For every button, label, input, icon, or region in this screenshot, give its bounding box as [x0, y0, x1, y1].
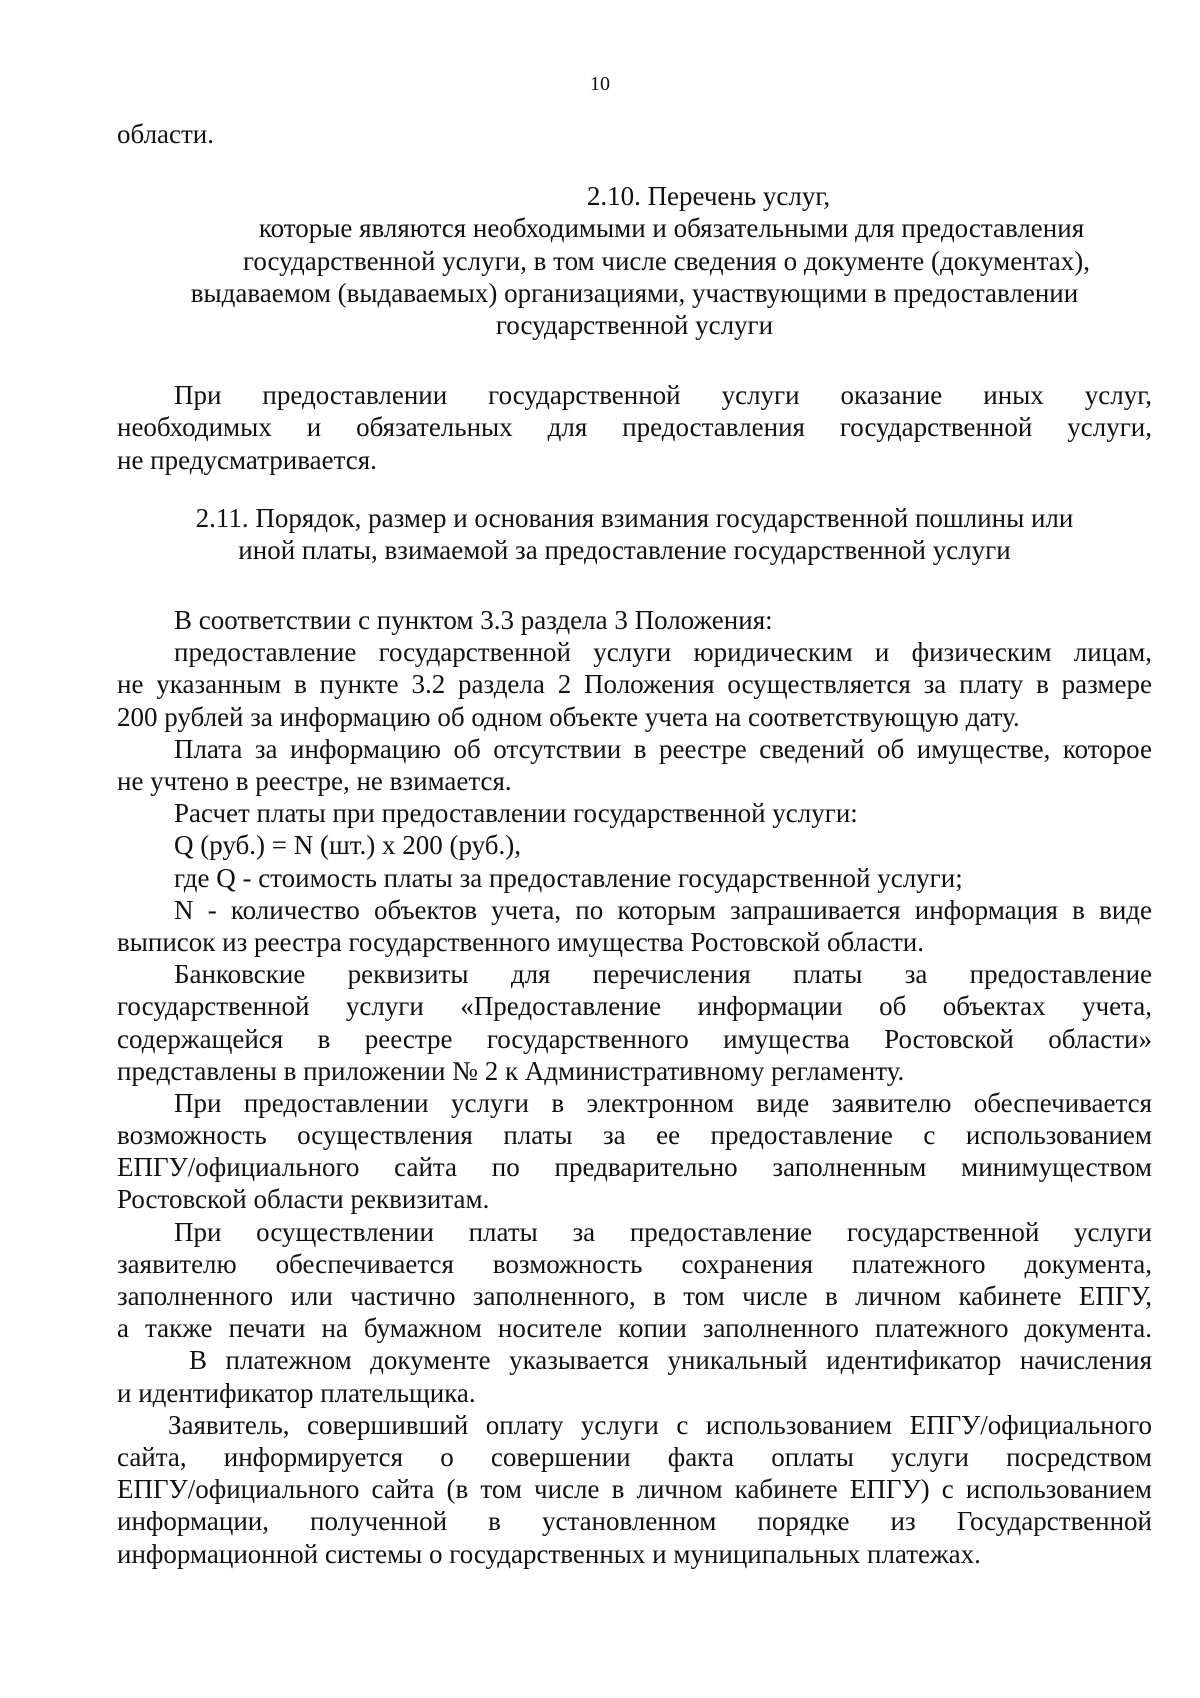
body-text-line: ЕПГУ/официального сайта (в том числе в личном кабинете ЕПГУ) с использованием	[117, 1474, 1152, 1505]
body-text-line: и идентификатор плательщика.	[117, 1377, 476, 1408]
paragraph	[117, 604, 1152, 1570]
page-body	[117, 118, 1152, 1570]
section-heading-2-11	[117, 502, 1152, 566]
body-text-line: предоставление государственной услуги юридическим и физическим лицам,	[174, 637, 1152, 668]
body-text-line: Заявитель, совершивший оплату услуги с использованием ЕПГУ/официального	[168, 1409, 1152, 1440]
body-text-line: не предусматривается.	[117, 444, 377, 475]
body-text-line: не учтено в реестре, не взимается.	[117, 766, 512, 796]
body-text-line: заполненного или частично заполненного, в том числе в личном кабинете ЕПГУ,	[117, 1281, 1152, 1311]
body-text-line: необходимых и обязательных для предоставления государственной услуги,	[117, 412, 1152, 443]
section-heading-line: государственной услуги	[495, 309, 774, 340]
section-heading-line: которые являются необходимыми и обязательными для предоставления	[258, 213, 1085, 244]
formula-line: Q (руб.) = N (шт.) х 200 (руб.),	[174, 830, 522, 861]
body-text-line: ЕПГУ/официального сайта по предварительно заполненным минимуществом	[117, 1152, 1152, 1183]
body-text-line: государственной услуги «Предоставление информации об объектах учета,	[117, 991, 1152, 1022]
body-text-line: информационной системы о государственных и муниципальных платежах.	[117, 1538, 981, 1569]
body-text-line: не указанным в пункте 3.2 раздела 2 Положения осуществляется за плату в размере	[117, 669, 1152, 700]
body-text-line: 200 рублей за информацию об одном объекте учета на соответствующую дату.	[117, 701, 1020, 732]
body-text-line: заявителю обеспечивается возможность сохранения платежного документа,	[117, 1248, 1152, 1279]
body-text-line: возможность осуществления платы за ее предоставление с использованием	[117, 1120, 1152, 1151]
body-text-line: N - количество объектов учета, по которым запрашивается информация в виде	[174, 894, 1152, 925]
paragraph	[117, 379, 1152, 476]
section-heading-line: 2.11. Порядок, размер и основания взимания государственной пошлины или	[195, 502, 1074, 533]
body-text-line: где Q - стоимость платы за предоставление государственной услуги;	[174, 862, 963, 893]
body-text-line: представлены в приложении № 2 к Административному регламенту.	[117, 1055, 905, 1086]
body-text-line: выписок из реестра государственного имущества Ростовской области.	[117, 926, 924, 957]
body-text-line: При предоставлении услуги в электронном виде заявителю обеспечивается	[174, 1087, 1152, 1118]
section-heading-2-10	[117, 180, 1152, 341]
body-text-line: Банковские реквизиты для перечисления платы за предоставление	[174, 959, 1152, 990]
body-text-line: информации, полученной в установленном порядке из Государственной	[117, 1506, 1152, 1537]
section-heading-line: государственной услуги, в том числе сведения о документе (документах),	[242, 245, 1091, 276]
body-text-line: Плата за информацию об отсутствии в реестре сведений об имуществе, которое	[174, 733, 1152, 764]
section-heading-line: 2.10. Перечень услуг,	[586, 181, 831, 212]
page-number: 10	[590, 73, 610, 95]
body-text-line: Расчет платы при предоставлении государственной услуги:	[174, 798, 858, 829]
body-text-line: В платежном документе указывается уникальный идентификатор начисления	[189, 1345, 1152, 1376]
body-text-line: содержащейся в реестре государственного имущества Ростовской области»	[117, 1023, 1152, 1054]
body-text-line: В соответствии с пунктом 3.3 раздела 3 Положения:	[174, 605, 773, 636]
section-heading-line: иной платы, взимаемой за предоставление государственной услуги	[238, 534, 1011, 565]
body-text-line: а также печати на бумажном носителе копии заполненного платежного документа.	[117, 1313, 1152, 1344]
body-text-line: сайта, информируется о совершении факта оплаты услуги посредством	[117, 1441, 1152, 1472]
body-text-line: Ростовской области реквизитам.	[117, 1184, 490, 1215]
section-heading-line: выдаваемом (выдаваемых) организациями, участвующими в предоставлении	[190, 277, 1079, 308]
body-text-line: области.	[117, 119, 215, 149]
body-text-line: При предоставлении государственной услуги оказание иных услуг,	[174, 380, 1152, 411]
body-text-line: При осуществлении платы за предоставление государственной услуги	[174, 1216, 1152, 1247]
